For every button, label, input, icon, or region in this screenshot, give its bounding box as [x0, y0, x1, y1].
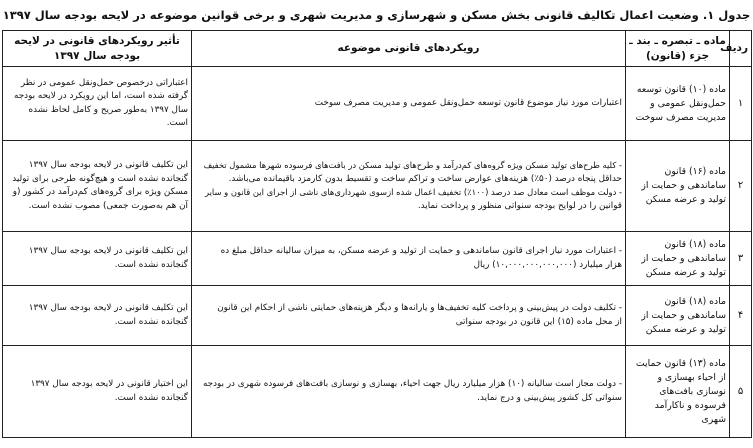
- approach-line: قوانین را در لوایح بودجه سنواتی منظور و پرداخت نماید.: [417, 200, 622, 211]
- approach-line: اعتبارات مورد نیاز موضوع قانون توسعه حمل‌ونقل عمومی و مدیریت مصرف سوخت: [314, 97, 622, 108]
- row-approach: [192, 232, 626, 286]
- header-article: ماده ـ تبصره ـ بند ـ جزء (قانون): [626, 31, 730, 67]
- row-number: ۳: [730, 232, 752, 286]
- header-row: [3, 31, 752, 67]
- approach-line: - تکلیف دولت در پیش‌بینی و پرداخت کلیه تخفیف‌ها و یارانه‌ها و دیگر هزینه‌های حمایتی ناشی از احکام این قانون: [217, 303, 622, 313]
- row-impact: این تکلیف قانونی در لایحه بودجه سال ۱۳۹۷ گنجانده نشده است و هیچ‌گونه طرحی برای تولید مسکن ویژه برای گروه‌های کم‌درآمد در کشور (و آن هم به‌صورت جمعی) مصوب نشده است.: [3, 141, 192, 232]
- row-impact: این اختیار قانونی در لایحه بودجه سال ۱۳۹۷ گنجانده نشده است.: [3, 346, 192, 438]
- row-number: ۵: [730, 346, 752, 438]
- row-number: ۱: [730, 67, 752, 141]
- approach-line: - اعتبارات مورد نیاز اجرای قانون ساماندهی و حمایت از تولید و عرضه مسکن، به میزان سالیانه حداقل مبلغ ده: [220, 246, 622, 256]
- approach-line: سنواتی کل کشور پیش‌بینی و درج نماید.: [477, 392, 622, 403]
- approach-line: هزار میلیارد (۱۰,۰۰۰,۰۰۰,۰۰۰,۰۰۰) ریال: [473, 259, 622, 270]
- legal-status-table: [2, 30, 752, 438]
- row-impact: این تکلیف قانونی در لایحه بودجه سال ۱۳۹۷ گنجانده نشده است.: [3, 286, 192, 346]
- row-number: ۲: [730, 141, 752, 232]
- row-article: ماده (۱۰) قانون توسعه حمل‌ونقل عمومی و مدیریت مصرف سوخت: [626, 67, 730, 141]
- header-approach: رویکردهای قانونی موضوعه: [192, 31, 626, 67]
- approach-line: - دولت مجاز است سالیانه (۱۰) هزار میلیارد ریال جهت احیاء، بهسازی و نوسازی بافت‌های فرسوده شهری در بودجه: [202, 379, 622, 389]
- row-article: ماده (۱۸) قانون ساماندهی و حمایت از تولید و عرضه مسکن: [626, 286, 730, 346]
- row-approach: [192, 67, 626, 141]
- approach-line: - دولت موظف است معادل صد درصد (۱۰۰٪) تخفیف اعمال شده ازسوی شهرداری‌های ناشی از اجرای این قانون و سایر: [204, 187, 622, 197]
- table-row: [3, 67, 752, 141]
- row-article: ماده (۱۶) قانون ساماندهی و حمایت از تولید و عرضه مسکن: [626, 141, 730, 232]
- header-row-no: ردیف: [730, 31, 752, 67]
- table-row: [3, 232, 752, 286]
- table-row: [3, 346, 752, 438]
- row-approach: [192, 141, 626, 232]
- table-row: [3, 286, 752, 346]
- approach-line: از محل ماده (۱۵) این قانون در بودجه سنواتی: [455, 316, 622, 327]
- row-approach: [192, 346, 626, 438]
- row-article: ماده (۱۳) قانون حمایت از احیاء بهسازی و نوسازی بافت‌های فرسوده و ناکارآمد شهری: [626, 346, 730, 438]
- row-number: ۴: [730, 286, 752, 346]
- row-article: ماده (۱۸) قانون ساماندهی و حمایت از تولید و عرضه مسکن: [626, 232, 730, 286]
- table-caption: جدول ۱. وضعیت اعمال تکالیف قانونی بخش مسکن و شهرسازی و مدیریت شهری و برخی قوانین موضوعه در لایحه بودجه سال ۱۳۹۷: [2, 8, 751, 22]
- row-impact: اعتباراتی درخصوص حمل‌ونقل عمومی در نظر گرفته شده است، اما این رویکرد در لایحه بودجه سال ۱۳۹۷ به‌طور صریح و کامل لحاظ نشده است.: [3, 67, 192, 141]
- approach-line: - کلیه طرح‌های تولید مسکن ویژه گروه‌های کم‌درآمد و طرح‌های تولید مسکن در بافت‌های فرسوده شهرها مشمول تخفیف: [203, 160, 622, 170]
- header-impact: تأثیر رویکردهای قانونی در لایحه بودجه سال ۱۳۹۷: [3, 31, 192, 67]
- row-impact: این تکلیف قانونی در لایحه بودجه سال ۱۳۹۷ گنجانده نشده است.: [3, 232, 192, 286]
- table-row: [3, 141, 752, 232]
- approach-line: حداقل پنجاه درصد (۵۰٪) هزینه‌های عوارض ساخت و تراکم ساخت و تقسیط بدون کارمزد باقیمانده می‌باشد.: [228, 173, 622, 184]
- row-approach: [192, 286, 626, 346]
